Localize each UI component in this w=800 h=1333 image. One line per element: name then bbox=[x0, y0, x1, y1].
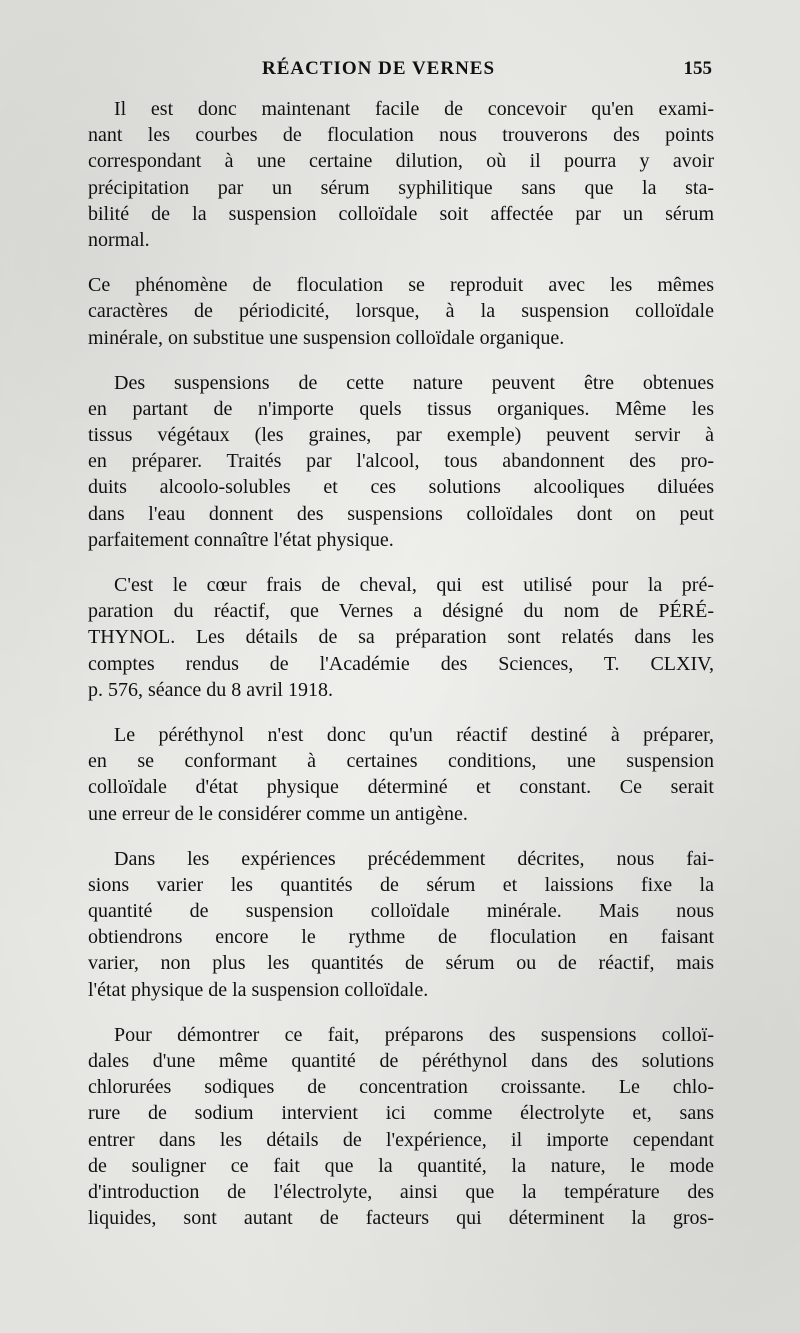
body-text bbox=[88, 96, 714, 1250]
text-line: une erreur de le considérer comme un antigène. bbox=[88, 802, 468, 825]
page-number: 155 bbox=[683, 58, 712, 79]
text-line: normal. bbox=[88, 228, 150, 251]
text-line: nant les courbes de floculation nous trouverons des points bbox=[88, 124, 714, 147]
text-line: en se conformant à certaines conditions, une suspension bbox=[88, 750, 714, 773]
text-line: en partant de n'importe quels tissus organiques. Même les bbox=[88, 397, 714, 420]
paragraph bbox=[88, 370, 714, 553]
text-line: p. 576, séance du 8 avril 1918. bbox=[88, 678, 333, 701]
text-line: Ce phénomène de floculation se reproduit avec les mêmes bbox=[88, 274, 714, 297]
text-line: l'état physique de la suspension colloïdale. bbox=[88, 978, 429, 1001]
text-line: comptes rendus de l'Académie des Sciences, T. CLXIV, bbox=[88, 652, 714, 675]
text-line: dans l'eau donnent des suspensions colloïdales dont on peut bbox=[88, 502, 714, 525]
page-header bbox=[88, 58, 712, 86]
paragraph bbox=[88, 846, 714, 1003]
text-line: rure de sodium intervient ici comme électrolyte et, sans bbox=[88, 1102, 714, 1125]
text-line: sions varier les quantités de sérum et laissions fixe la bbox=[88, 873, 714, 896]
text-line: Des suspensions de cette nature peuvent être obtenues bbox=[114, 371, 714, 394]
paragraph bbox=[88, 572, 714, 703]
paragraph bbox=[88, 722, 714, 827]
text-line: Pour démontrer ce fait, préparons des suspensions colloï- bbox=[114, 1023, 714, 1046]
text-line: THYNOL. Les détails de sa préparation sont relatés dans les bbox=[88, 626, 714, 649]
text-line: Il est donc maintenant facile de concevoir qu'en exami- bbox=[114, 98, 714, 120]
text-line: caractères de périodicité, lorsque, à la suspension colloïdale bbox=[88, 300, 714, 323]
text-line: précipitation par un sérum syphilitique sans que la sta- bbox=[88, 176, 714, 199]
text-line: dales d'une même quantité de péréthynol dans des solutions bbox=[88, 1050, 714, 1072]
text-line: de souligner ce fait que la quantité, la nature, le mode bbox=[88, 1154, 714, 1177]
text-line: liquides, sont autant de facteurs qui déterminent la gros- bbox=[88, 1207, 714, 1230]
text-line: d'introduction de l'électrolyte, ainsi que la température des bbox=[88, 1180, 714, 1203]
text-line: quantité de suspension colloïdale minérale. Mais nous bbox=[88, 900, 714, 923]
text-line: minérale, on substitue une suspension colloïdale organique. bbox=[88, 326, 565, 349]
text-line: obtiendrons encore le rythme de floculation en faisant bbox=[88, 926, 714, 949]
text-line: tissus végétaux (les graines, par exemple) peuvent servir à bbox=[88, 424, 714, 447]
paragraph bbox=[88, 272, 714, 351]
text-line: varier, non plus les quantités de sérum ou de réactif, mais bbox=[88, 952, 714, 975]
running-title: RÉACTION DE VERNES bbox=[262, 58, 496, 79]
text-line: C'est le cœur frais de cheval, qui est utilisé pour la pré- bbox=[114, 574, 714, 596]
text-line: Dans les expériences précédemment décrites, nous fai- bbox=[114, 847, 714, 870]
text-line: Le péréthynol n'est donc qu'un réactif destiné à préparer, bbox=[114, 723, 714, 746]
text-line: duits alcoolo-solubles et ces solutions alcooliques diluées bbox=[88, 476, 714, 499]
text-line: bilité de la suspension colloïdale soit affectée par un sérum bbox=[88, 202, 714, 225]
paragraph bbox=[88, 96, 714, 253]
text-line: paration du réactif, que Vernes a désigné du nom de PÉRÉ- bbox=[88, 600, 714, 623]
text-line: en préparer. Traités par l'alcool, tous abandonnent des pro- bbox=[88, 450, 714, 473]
text-line: parfaitement connaître l'état physique. bbox=[88, 528, 394, 551]
paragraph bbox=[88, 1022, 714, 1232]
text-line: entrer dans les détails de l'expérience, il importe cependant bbox=[88, 1128, 714, 1151]
text-line: chlorurées sodiques de concentration croissante. Le chlo- bbox=[88, 1076, 714, 1099]
text-line: correspondant à une certaine dilution, où il pourra y avoir bbox=[88, 150, 714, 173]
text-line: colloïdale d'état physique déterminé et constant. Ce serait bbox=[88, 776, 714, 799]
